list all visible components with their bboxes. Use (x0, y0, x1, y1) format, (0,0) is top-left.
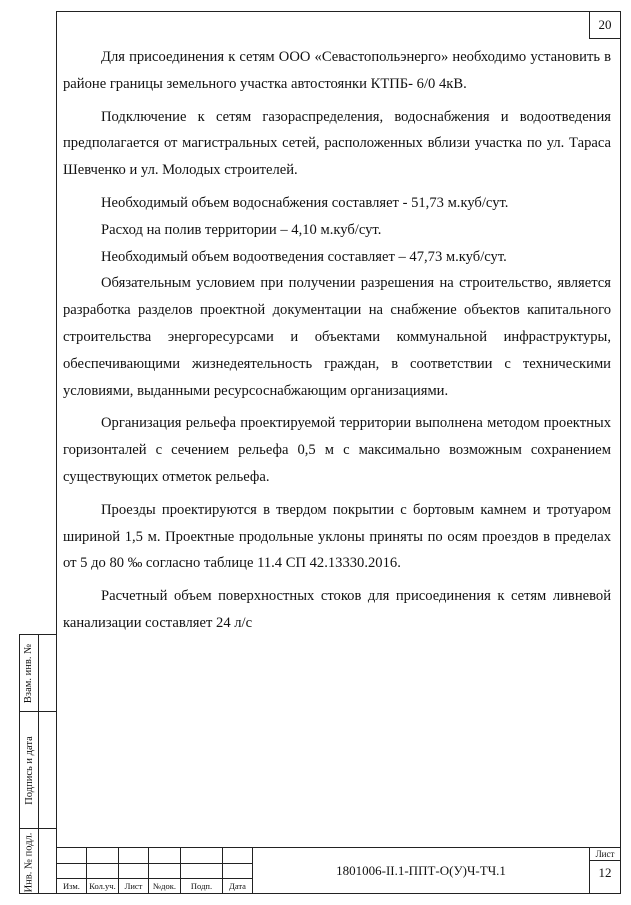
paragraph: Проезды проектируются в твердом покрытии с бортовым камнем и тротуаром шириной 1,5 м. Проектные продольные уклоны приняты по осям проездов в пределах от 5 до 80 ‰ согласно таблице 11.4 СП 42.13330.2016. (63, 501, 611, 572)
side-divider (38, 711, 56, 712)
document-body (63, 44, 611, 637)
podpis-data-label: Подпись и дата (23, 735, 35, 805)
col-podp (181, 848, 223, 893)
podpis-data-cell (20, 712, 38, 828)
col-data (223, 848, 253, 893)
col-kol-uch (87, 848, 119, 893)
sheet-divider (590, 860, 620, 861)
col-podp-label: Подп. (190, 881, 213, 891)
sheet-number: 12 (598, 865, 612, 880)
paragraph: Необходимый объем водоснабжения составляет - 51,73 м.куб/сут. (101, 194, 509, 211)
vzam-inv-cell (20, 635, 38, 711)
inv-podl-cell (20, 829, 38, 895)
document-code: 1801006-II.1-ППТ-О(У)Ч-ТЧ.1 (336, 862, 506, 878)
side-stamp (19, 634, 56, 894)
col-data-label: Дата (229, 881, 246, 891)
paragraph: Расчетный объем поверхностных стоков для присоединения к сетям ливневой канализации составляет 24 л/с (63, 588, 611, 631)
col-list (119, 848, 149, 893)
paragraph: Необходимый объем водоотведения составляет – 47,73 м.куб/сут. (101, 248, 507, 265)
col-izm-label: Изм. (63, 881, 80, 891)
vzam-inv-label: Взам. инв. № (23, 643, 35, 703)
paragraph: Для присоединения к сетям ООО «Севастопольэнерго» необходимо установить в районе границы земельного участка автостоянки КТПБ- 6/0 4кВ. (63, 49, 611, 92)
page-number: 20 (589, 12, 620, 39)
sheet-label: Лист (595, 849, 615, 859)
paragraph: Подключение к сетям газораспределения, водоснабжения и водоотведения предполагается от магистральных сетей, расположенных вблизи участка по ул. Тараса Шевченко и ул. Молодых строителей. (63, 108, 611, 179)
title-block (57, 847, 620, 893)
col-list-label: Лист (124, 881, 143, 891)
side-divider (38, 828, 56, 829)
col-ndok-label: №док. (153, 881, 176, 891)
paragraph: Расход на полив территории – 4,10 м.куб/сут. (101, 221, 382, 238)
col-kol-uch-label: Кол.уч. (89, 881, 116, 891)
paragraph: Обязательным условием при получении разрешения на строительство, является разработка разделов проектной документации на снабжение объектов капитального строительства энергоресурсами и объектами коммунальной инфраструктуры, обеспечивающими жизнедеятельность граждан, в соответствии с техническими условиями, выданными ресурсоснабжающим организациями. (63, 275, 611, 399)
sheet-box (589, 848, 620, 893)
paragraph: Организация рельефа проектируемой территории выполнена методом проектных горизонталей с сечением рельефа 0,5 м с максимально возможным сохранением существующих отметок рельефа. (63, 415, 611, 485)
side-stamp-values (38, 635, 56, 893)
inv-podl-label: Инв. № подл. (23, 832, 35, 892)
col-izm (57, 848, 87, 893)
side-stamp-labels (20, 635, 39, 893)
page-frame (56, 11, 621, 894)
col-ndok (149, 848, 181, 893)
